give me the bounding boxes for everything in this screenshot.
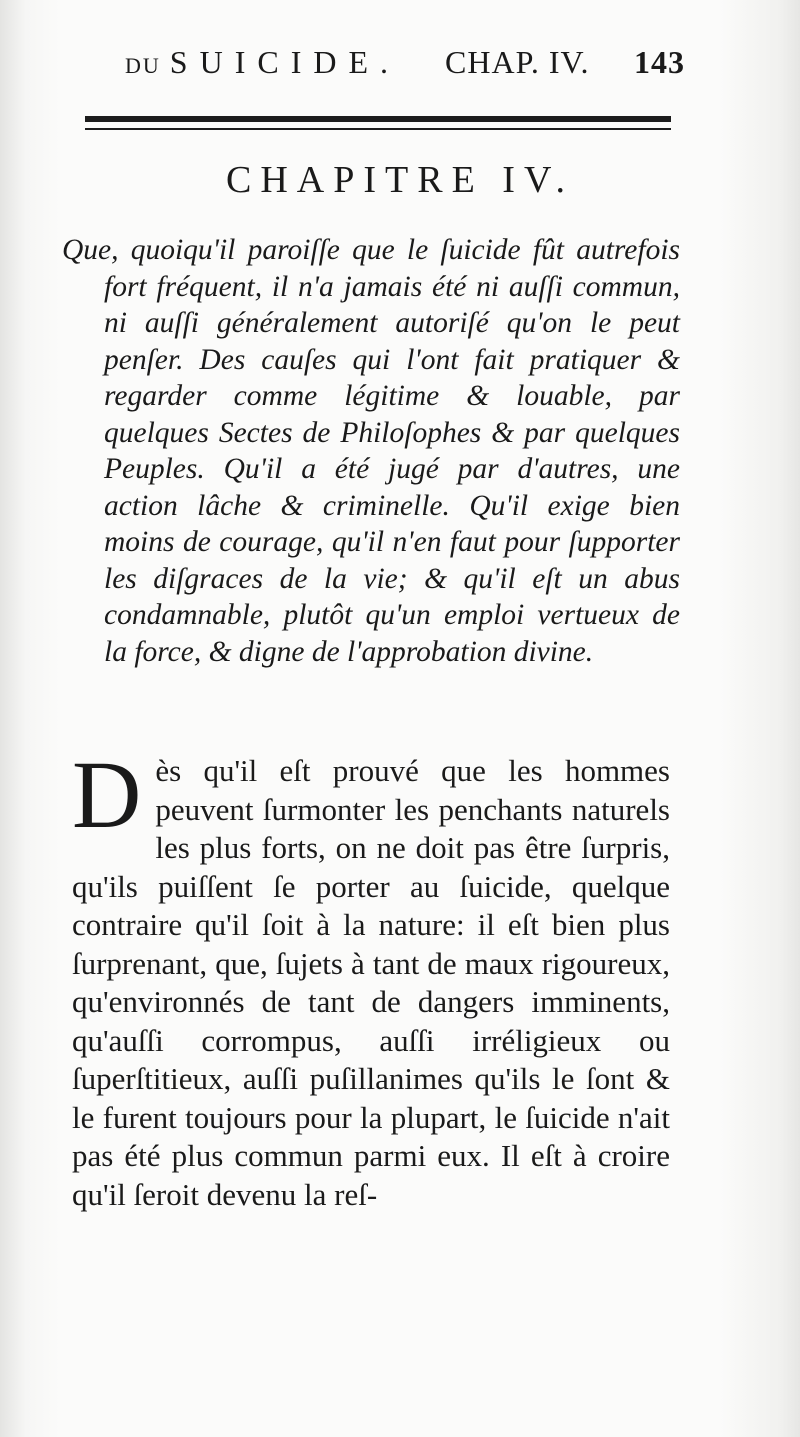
chapter-summary: Que, quoiqu'il paroiſſe que le ſuicide fût autrefois fort fréquent, il n'a jamais été ni auſſi commun, ni auſſi généralement autoriſé qu'on le peut penſer. Des cauſes qui l'ont fait pratiquer & regarder comme légitime & louable, par quelques Sectes de Philoſophes & par quelques Peuples. Qu'il a été jugé par d'autres, une action lâche & criminelle. Qu'il exige bien moins de courage, qu'il n'en faut pour ſupporter les diſgraces de la vie; & qu'il eſt un abus condamnable, plutôt qu'un emploi vertueux de la force, & digne de l'approbation divine. [62, 234, 680, 668]
running-title [125, 44, 400, 81]
chapter-heading: CHAPITRE IV. [226, 159, 574, 201]
header-rule-thick [85, 116, 671, 122]
body-paragraph [72, 741, 670, 1214]
running-title-prefix: DU [125, 53, 161, 78]
running-title-main: SUICIDE. [169, 44, 400, 80]
page-number: 143 [634, 44, 685, 80]
body-text: ès qu'il eſt prouvé que les hommes peuvent ſurmonter les penchants naturels les plus forts, on ne doit pas être ſurpris, qu'ils puiſſent ſe porter au ſuicide, quelque contraire qu'il ſoit à la nature: il eſt bien plus ſurprenant, que, ſujets à tant de maux rigoureux, qu'environnés de tant de dangers imminents, qu'auſſi corrompus, auſſi irréligieux ou ſuperſtitieux, auſſi puſillanimes qu'ils le ſont & le furent toujours pour la plupart, le ſuicide n'ait pas été plus commun parmi eux. Il eſt à croire qu'il ſeroit devenu la reſ- [72, 753, 670, 1212]
chapter-reference: CHAP. IV. [445, 44, 590, 80]
header-rule-thin [85, 128, 671, 130]
running-header [125, 44, 685, 94]
drop-capital: D [72, 741, 142, 848]
